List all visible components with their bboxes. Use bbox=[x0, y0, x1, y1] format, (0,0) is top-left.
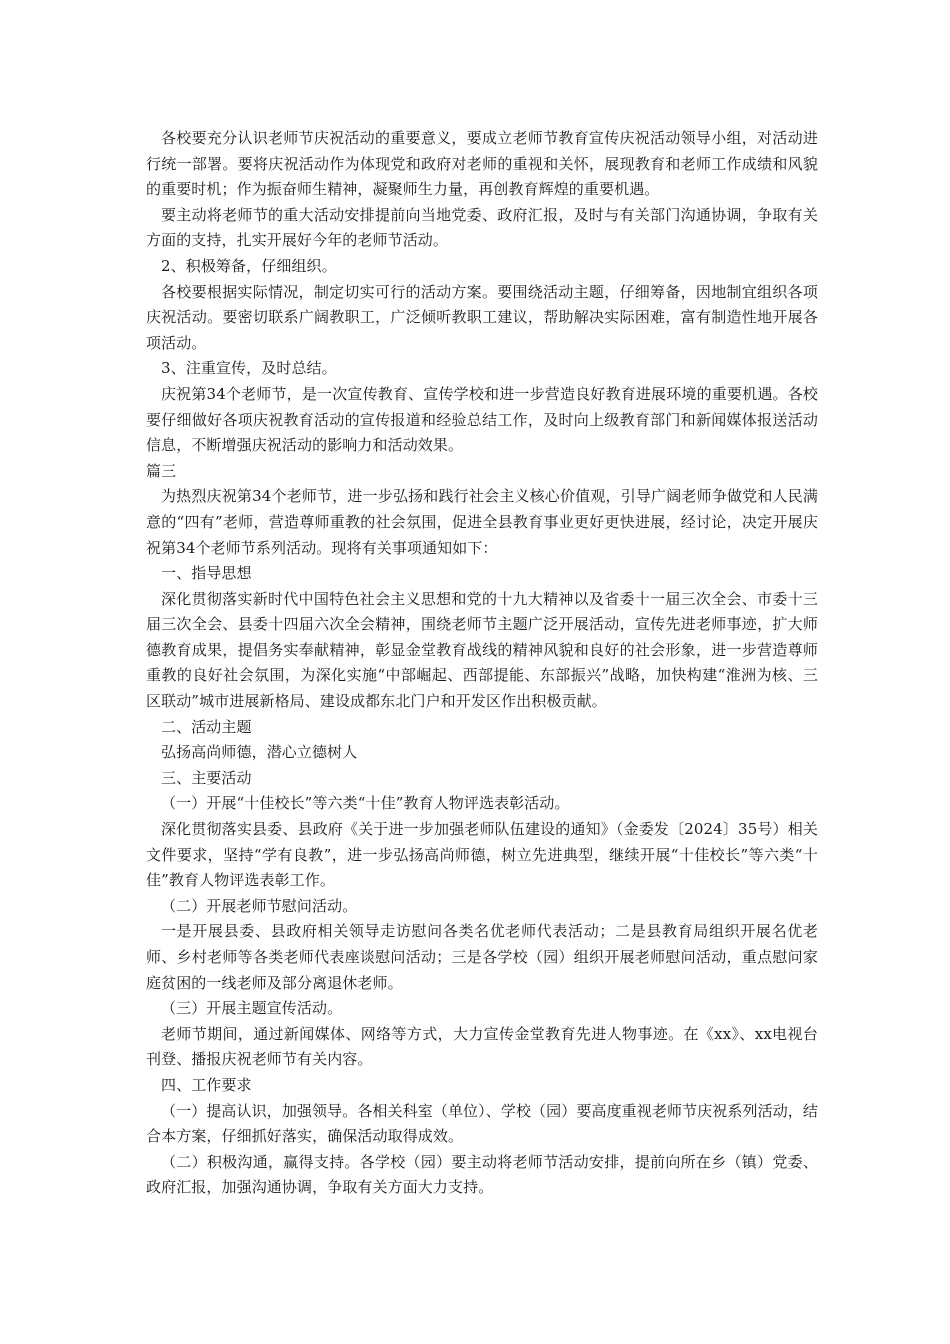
heading-requirements: 四、工作要求 bbox=[161, 1075, 252, 1094]
paragraph-visits: 一是开展县委、县政府相关领导走访慰问各类名优老师代表活动；二是县教育局组织开展名优老师、乡村老师等各类老师代表座谈慰问活动；三是各学校（园）组织开展老师慰问活动，重点慰问家庭贫困的一线老师及部分离退休老师。 bbox=[146, 922, 818, 992]
paragraph-intro: 为热烈庆祝第34个老师节，进一步弘扬和践行社会主义核心价值观，引导广阔老师争做党和人民满意的“四有”老师，营造尊师重教的社会氛围，促进全县教育事业更好更快进展，经讨论，决定开展庆祝第34个老师节系列活动。现将有关事项通知如下： bbox=[146, 487, 818, 557]
subheading-visits: （二）开展老师节慰问活动。 bbox=[161, 896, 358, 915]
paragraph-publicity: 庆祝第34个老师节，是一次宣传教育、宣传学校和进一步营造良好教育进展环境的重要机遇。各校要仔细做好各项庆祝教育活动的宣传报道和经验总结工作，及时向上级教育部门和新闻媒体报送活动信息，不断增强庆祝活动的影响力和活动效果。 bbox=[146, 384, 818, 455]
paragraph-promotion: 老师节期间，通过新闻媒体、网络等方式，大力宣传金堂教育先进人物事迹。在《xx》、xx电视台刊登、播报庆祝老师节有关内容。 bbox=[146, 1024, 818, 1069]
paragraph-report-to-party: 要主动将老师节的重大活动安排提前向当地党委、政府汇报，及时与有关部门沟通协调，争取有关方面的支持，扎实开展好今年的老师节活动。 bbox=[146, 205, 818, 250]
heading-guiding-ideology: 一、指导思想 bbox=[161, 564, 252, 583]
paragraph-guiding-ideology: 深化贯彻落实新时代中国特色社会主义思想和党的十九大精神以及省委十一届三次全会、市委十三届三次全会、县委十四届六次全会精神，围绕老师节主题广泛开展活动，宣传先进老师事迹，扩大师德教育成果，提倡务实奉献精神，彰显金堂教育战线的精神风貌和良好的社会形象，进一步营造尊师重教的良好社会氛围，为深化实施“中部崛起、西部提能、东部振兴”战略，加快构建“淮洲为核、三区联动”城市进展新格局、建设成都东北门户和开发区作出积极贡献。 bbox=[146, 589, 818, 711]
document-body bbox=[146, 126, 818, 1201]
paragraph-importance: 各校要充分认识老师节庆祝活动的重要意义，要成立老师节教育宣传庆祝活动领导小组，对活动进行统一部署。要将庆祝活动作为体现党和政府对老师的重视和关怀，展现教育和老师工作成绩和风貌的重要时机；作为振奋师生精神，凝聚师生力量，再创教育辉煌的重要机遇。 bbox=[146, 129, 818, 199]
section-title-part-three: 篇三 bbox=[146, 461, 177, 480]
paragraph-awards: 深化贯彻落实县委、县政府《关于进一步加强老师队伍建设的通知》（金委发〔2024〕35号）相关文件要求，坚持“学有良教”，进一步弘扬高尚师德，树立先进典型，继续开展“十佳校长”等六类“十佳”教育人物评选表彰工作。 bbox=[146, 820, 818, 890]
paragraph-theme: 弘扬高尚师德，潜心立德树人 bbox=[161, 743, 358, 762]
heading-theme: 二、活动主题 bbox=[161, 717, 252, 736]
subheading-awards: （一）开展“十佳校长”等六类“十佳”教育人物评选表彰活动。 bbox=[161, 794, 570, 813]
heading-publicity: 3、注重宣传，及时总结。 bbox=[161, 359, 337, 378]
paragraph-requirement-leadership: （一）提高认识，加强领导。各相关科室（单位）、学校（园）要高度重视老师节庆祝系列活动，结合本方案，仔细抓好落实，确保活动取得成效。 bbox=[146, 1101, 818, 1146]
paragraph-activity-plan: 各校要根据实际情况，制定切实可行的活动方案。要围绕活动主题，仔细筹备，因地制宜组织各项庆祝活动。要密切联系广阔教职工，广泛倾听教职工建议，帮助解决实际困难，富有制造性地开展各项活动。 bbox=[146, 282, 818, 352]
heading-prepare: 2、积极筹备，仔细组织。 bbox=[161, 256, 337, 275]
paragraph-requirement-communication: （二）积极沟通，赢得支持。各学校（园）要主动将老师节活动安排，提前向所在乡（镇）党委、政府汇报，加强沟通协调，争取有关方面大力支持。 bbox=[146, 1152, 818, 1197]
heading-main-activities: 三、主要活动 bbox=[161, 768, 252, 787]
subheading-promotion: （三）开展主题宣传活动。 bbox=[161, 999, 343, 1018]
